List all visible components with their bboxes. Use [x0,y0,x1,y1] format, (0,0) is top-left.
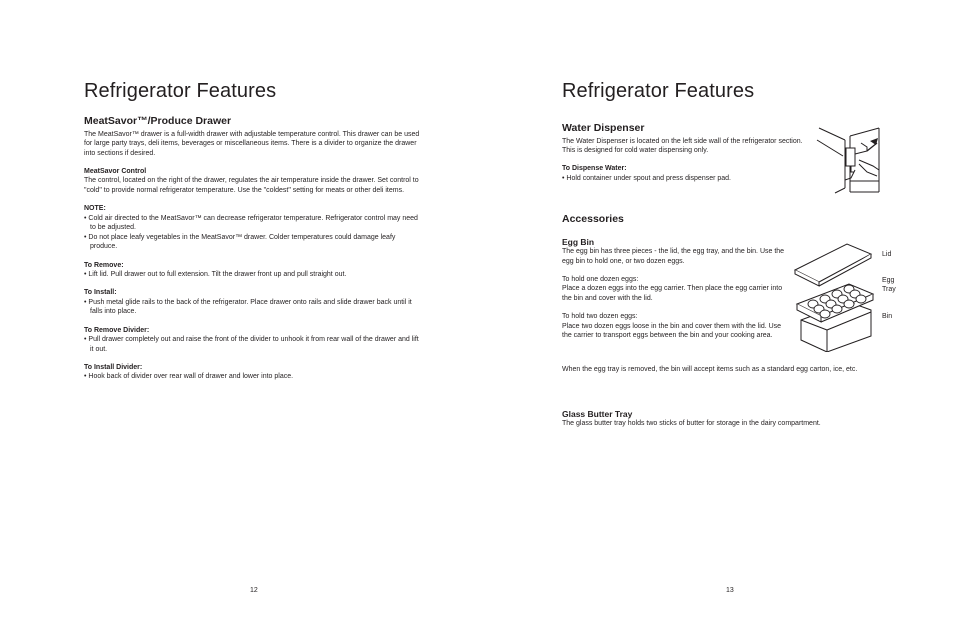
remove-list [84,270,424,280]
install-item: • Push metal glide rails to the back of the refrigerator. Place drawer onto rails and slide drawer back until it falls into place. [84,298,412,316]
figure-label-lid: Lid [882,251,892,258]
note-item: • Cold air directed to the MeatSavor™ can decrease refrigerator temperature. Refrigerator control may need to be adjusted. [84,214,418,232]
install-divider-item: • Hook back of divider over rear wall of drawer and lower into place. [84,373,294,381]
remove-divider-item: • Pull drawer completely out and raise the front of the divider to unhook it from rear wall of the drawer and lift it out. [84,336,419,353]
two-dozen-text: Place two dozen eggs loose in the bin and cover them with the lid. Use the carrier to transport eggs between the bin and your cooking area. [562,322,782,340]
dispense-heading: To Dispense Water: [562,165,627,173]
water-dispenser-text: The Water Dispenser is located on the left side wall of the refrigerator section. This is designed for cold water dispensing only. [562,137,803,155]
page-number-right: 13 [726,587,734,594]
remove-divider-list [84,335,424,354]
remove-divider-heading: To Remove Divider: [84,326,150,334]
accessories-section [562,213,792,341]
dispense-list [562,174,807,184]
butter-tray-section [562,409,902,429]
egg-tray-removed-text: When the egg tray is removed, the bin will accept items such as a standard egg carton, ice, etc. [562,366,858,373]
page-title-right: Refrigerator Features [562,80,755,102]
note-item: • Do not place leafy vegetables in the MeatSavor™ drawer. Colder temperatures could damage leafy produce. [84,233,396,251]
left-page [84,0,424,618]
egg-bin-text: The egg bin has three pieces - the lid, the egg tray, and the bin. Use the egg bin to hold one, or two dozen eggs. [562,248,785,265]
figure-label-bin: Bin [882,313,893,320]
two-dozen-label: To hold two dozen eggs: [562,312,638,320]
meatsavor-control-heading: MeatSavor Control [84,167,147,175]
figure-label-egg-tray: Egg Tray [882,277,896,293]
meatsavor-section [84,115,424,382]
one-dozen-text: Place a dozen eggs into the egg carrier. Then place the egg carrier into the bin and cover with the lid. [562,285,783,302]
egg-bin-heading: Egg Bin [562,237,595,247]
accessories-heading: Accessories [562,213,624,225]
water-dispenser-heading: Water Dispenser [562,122,645,134]
butter-tray-heading: Glass Butter Tray [562,409,633,419]
water-dispenser-illustration [815,126,880,194]
page-number-left: 12 [250,587,258,594]
meatsavor-heading: MeatSavor™/Produce Drawer [84,115,232,127]
egg-bin-illustration [791,240,876,352]
install-heading: To Install: [84,289,117,297]
note-heading: NOTE: [84,205,106,213]
remove-item: • Lift lid. Pull drawer out to full extension. Tilt the drawer front up and pull straight out. [84,271,347,279]
dispense-item: • Hold container under spout and press dispenser pad. [562,174,732,182]
install-list [84,298,424,317]
page-title-left: Refrigerator Features [84,80,277,102]
remove-heading: To Remove: [84,261,124,269]
one-dozen-label: To hold one dozen eggs: [562,275,639,283]
install-divider-heading: To Install Divider: [84,363,143,371]
note-list [84,214,424,252]
meatsavor-control-text: The control, located on the right of the drawer, regulates the air temperature inside the drawer. Set control to "cold" to provide normal refrigerator temperature. Use the "coldest" setting for meats or other deli items. [84,177,419,194]
install-divider-list [84,372,424,382]
water-dispenser-section [562,122,807,183]
butter-tray-text: The glass butter tray holds two sticks of butter for storage in the dairy compartment. [562,420,821,427]
meatsavor-intro: The MeatSavor™ drawer is a full-width drawer with adjustable temperature control. This drawer can be used for large party trays, deli items, beverages or miscellaneous items. There is a divider to organize the drawer into sections if desired. [84,130,420,157]
